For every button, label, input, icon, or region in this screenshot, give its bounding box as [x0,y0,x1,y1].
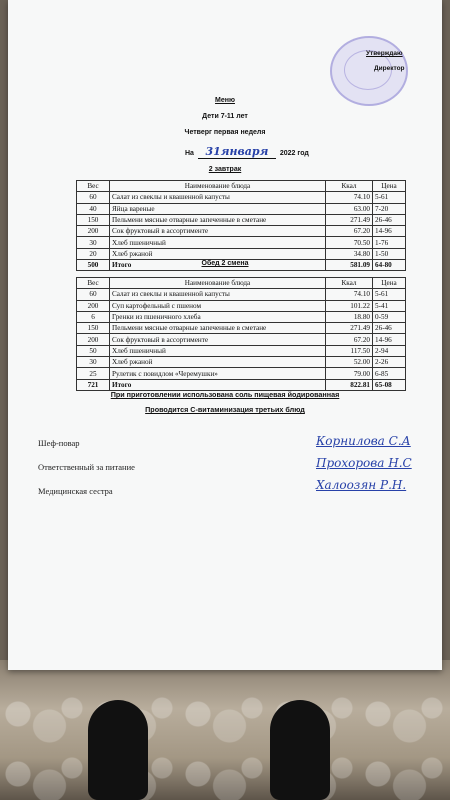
approval-role: Директор [374,65,405,72]
kcal-cell: 18.80 [326,311,373,322]
table-row [77,192,406,203]
price-cell: 5-41 [373,300,406,311]
kcal-cell: 67.20 [326,226,373,237]
kcal-cell: 67.20 [326,334,373,345]
weight-cell: 50 [77,345,110,356]
chef-role: Шеф-повар [38,438,80,448]
price-cell: 26-46 [373,214,406,225]
col-weight: Вес [77,278,110,289]
dish-cell: Хлеб пшеничный [110,345,326,356]
weight-cell: 150 [77,323,110,334]
price-cell: 1-76 [373,237,406,248]
dish-cell: Хлеб пшеничный [110,237,326,248]
total-row [77,379,406,390]
breakfast-table [76,180,406,271]
total-dish-cell: Итого [110,260,326,271]
table-row [77,345,406,356]
dish-cell: Сок фруктовый в ассортименте [110,226,326,237]
kcal-cell: 52.00 [326,357,373,368]
price-cell: 26-46 [373,323,406,334]
price-cell: 5-61 [373,289,406,300]
approval-label: Утверждаю [366,50,403,57]
price-cell: 7-20 [373,203,406,214]
table-row [77,203,406,214]
weight-cell: 200 [77,226,110,237]
nurse-signature: Халоозян Р.Н. [316,478,407,492]
dish-cell: Хлеб ржаной [110,357,326,368]
kcal-cell: 34.80 [326,248,373,259]
kcal-cell: 117.50 [326,345,373,356]
weight-cell: 25 [77,368,110,379]
table-row [77,357,406,368]
col-dish: Наименование блюда [110,278,326,289]
floor-pattern [0,690,450,800]
kcal-cell: 74.10 [326,192,373,203]
price-cell: 0-59 [373,311,406,322]
kcal-cell: 101.22 [326,300,373,311]
weight-cell: 20 [77,248,110,259]
table-row [77,334,406,345]
kcal-cell: 271.49 [326,214,373,225]
left-shoe [88,700,148,800]
kcal-cell: 74.10 [326,289,373,300]
total-price-cell: 64-80 [373,260,406,271]
price-cell: 1-50 [373,248,406,259]
col-dish: Наименование блюда [110,181,326,192]
col-price: Цена [373,278,406,289]
weight-cell: 60 [77,289,110,300]
col-kcal: Ккал [326,278,373,289]
weight-cell: 30 [77,237,110,248]
dish-cell: Гренки из пшеничного хлеба [110,311,326,322]
weight-cell: 30 [77,357,110,368]
menu-document [8,0,442,670]
dish-cell: Салат из свеклы и квашенной капусты [110,192,326,203]
price-cell: 5-61 [373,192,406,203]
total-price-cell: 65-08 [373,379,406,390]
dish-cell: Сок фруктовый в ассортименте [110,334,326,345]
table-row [77,368,406,379]
kcal-cell: 63.00 [326,203,373,214]
col-price: Цена [373,181,406,192]
table-row [77,323,406,334]
table-row [77,237,406,248]
lunch-table [76,277,406,391]
col-weight: Вес [77,181,110,192]
day-of-week: Четверг первая неделя [184,129,266,136]
dish-cell: Рулетик с повидлом «Черемушки» [110,368,326,379]
breakfast-title: 2 завтрак [208,166,242,173]
kcal-cell: 79.00 [326,368,373,379]
date-suffix: 2022 год [279,150,309,157]
col-kcal: Ккал [326,181,373,192]
lunch-title: Обед 2 смена [201,260,249,267]
weight-cell: 200 [77,334,110,345]
age-group: Дети 7-11 лет [202,113,248,120]
weight-cell: 200 [77,300,110,311]
total-kcal-cell: 822.81 [326,379,373,390]
responsible-signature: Прохорова Н.С [316,456,412,470]
weight-cell: 150 [77,214,110,225]
table-row [77,311,406,322]
price-cell: 6-85 [373,368,406,379]
dish-cell: Салат из свеклы и квашенной капусты [110,289,326,300]
dish-cell: Пельмени мясные отварные запеченные в сметане [110,214,326,225]
vitamin-note: Проводится С-витаминизация третьих блюд [145,405,305,414]
total-weight-cell: 721 [77,379,110,390]
responsible-role: Ответственный за питание [38,462,135,472]
table-row [77,226,406,237]
total-weight-cell: 500 [77,260,110,271]
table-header-row [77,181,406,192]
dish-cell: Яйца вареные [110,203,326,214]
chef-signature: Корнилова С.А [316,434,411,448]
price-cell: 14-96 [373,226,406,237]
price-cell: 2-94 [373,345,406,356]
dish-cell: Хлеб ржаной [110,248,326,259]
table-row [77,300,406,311]
kcal-cell: 70.50 [326,237,373,248]
right-shoe [270,700,330,800]
table-row [77,248,406,259]
table-header-row [77,278,406,289]
weight-cell: 6 [77,311,110,322]
menu-date [185,145,309,159]
kcal-cell: 271.49 [326,323,373,334]
iodized-salt-note: При приготовлении использована соль пищевая йодированная [110,390,340,399]
total-dish-cell: Итого [110,379,326,390]
price-cell: 2-26 [373,357,406,368]
table-row [77,289,406,300]
table-row [77,214,406,225]
handwritten-date: 31января [198,145,276,159]
dish-cell: Суп картофельный с пшеном [110,300,326,311]
weight-cell: 40 [77,203,110,214]
date-prefix: На [185,150,194,157]
dish-cell: Пельмени мясные отварные запеченные в сметане [110,323,326,334]
nurse-role: Медицинская сестра [38,486,113,496]
price-cell: 14-96 [373,334,406,345]
document-title: Меню [215,97,235,104]
weight-cell: 60 [77,192,110,203]
total-kcal-cell: 581.09 [326,260,373,271]
